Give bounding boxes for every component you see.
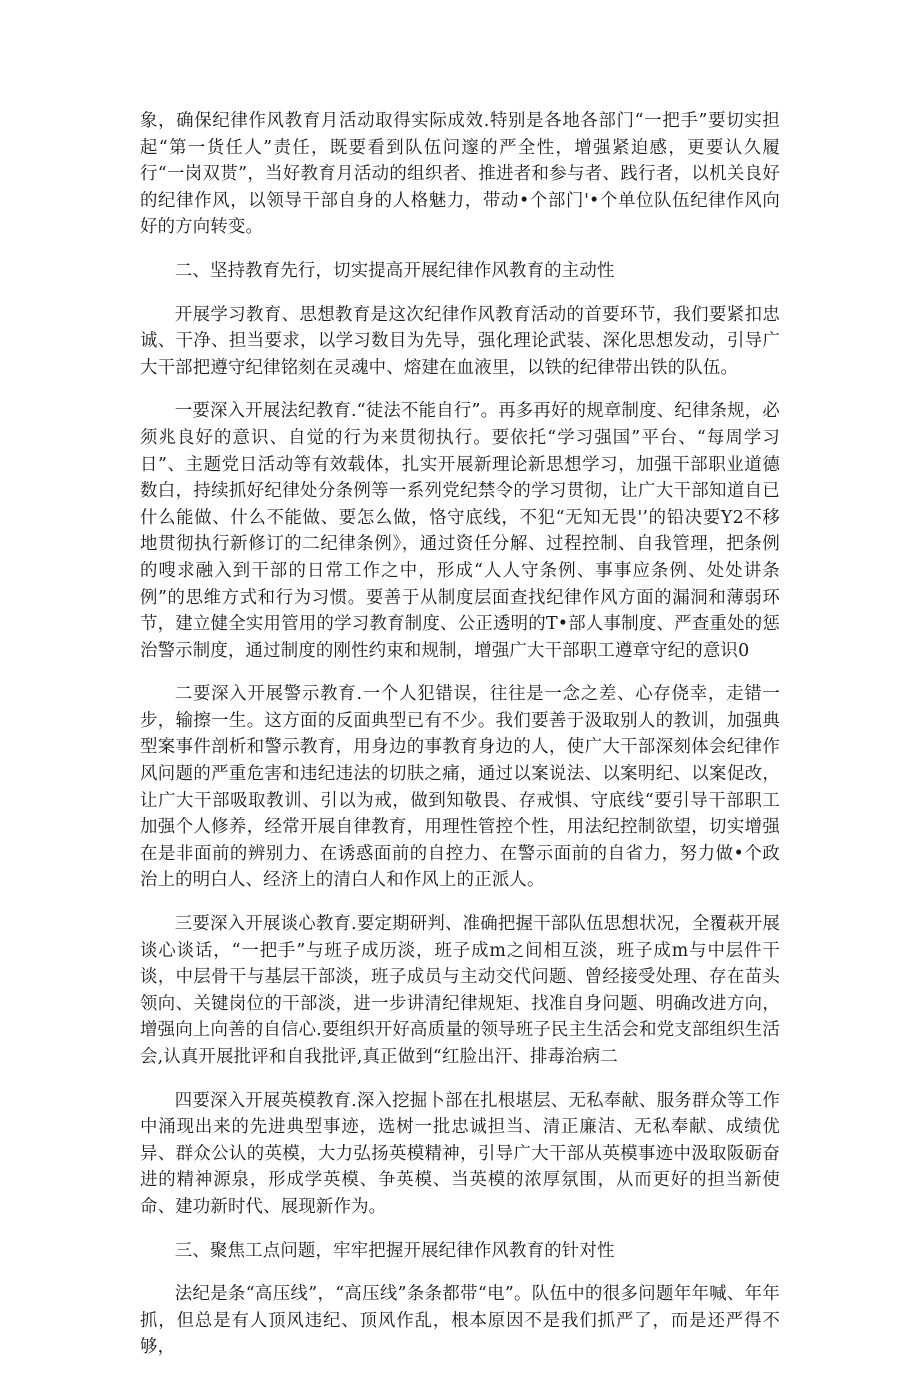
paragraph-heart-talk-education: 三要深入开展谈心教育.要定期研判、准确把握干部队伍思想状况，全覆萩开展谈心谈话，“一把手”与班子成历淡，班子成m之间相互淡，班子成m与中层件干谈，中层骨干与基层干部淡，班子成员与主动交代问题、曾经接受处理、存在苗头领向、关键岗位的干部淡，进一步讲清纪律规矩、找准自身问题、明确改进方向，增强向上向善的自信心.要组织开好高质量的领导班子民主生活会和党支部组织生活会,认真开展批评和自我批评,真正做到“红脸出汗、排毒治病二 bbox=[140, 914, 780, 1067]
document-page bbox=[140, 108, 780, 1378]
paragraph-study-education: 开展学习教育、思想教育是这次纪律作风教育活动的首要环节，我们要紧扣忠诚、干净、担当要求，以学习数目为先导，强化理论武装、深化思想发动，引导广大干部把遵守纪律铭刻在灵魂中、熔建在血液里，以铁的纪律带出铁的队伍。 bbox=[140, 304, 780, 378]
paragraph-warning-education: 二要深入开展警示教育.一个人犯错误，往往是一念之差、心存侥幸，走错一步，输擦一生。这方面的反面典型已有不少。我们要善于汲取别人的教训，加强典型案事件剖析和警示教育，用身边的事教育身边的人，使广大干部深刻体会纪律作风问题的严重危害和违纪违法的切肤之痛，通过以案说法、以案明纪、以案促改，让广大干部吸取教训、引以为戒，做到知敬畏、存戒惧、守底线“要引导干部职工加强个人修养，经常开展自律教育，用理性管控个性，用法纪控制欲望，切实增强在是非面前的辨别力、在诱惑面前的自控力、在警示面前的自省力，努力做•个政治上的明白人、经济上的清白人和作风上的正派人。 bbox=[140, 684, 780, 891]
section-heading-three: 三、聚焦工点问题，牢牢把握开展纪律作风教育的针对性 bbox=[174, 1240, 615, 1261]
paragraph-high-voltage-line: 法纪是条“高压线”，“高压线”条条都带“电”。队伍中的很多问题年年喊、年年抓，但总是有人顶风违纪、顶风作乱，根本原因不是我们抓严了，而是还严得不够， bbox=[140, 1284, 780, 1358]
paragraph-model-education: 四要深入开展英模教育.深入挖掘卜部在扎根堪层、无私奉献、服务群众等工作中涌现出来的先进典型事迹，选树一批忠诚担当、清正廉洁、无私奉献、成绩优异、群众公认的英模，大力弘扬英模精神，引导广大干部从英模事迹中汲取阪砺奋进的精神源泉，形成学英模、争英模、当英模的浓厚氛围，从而更好的担当新使命、建功新时代、展现新作为。 bbox=[140, 1090, 780, 1217]
paragraph-legal-education: 一要深入开展法纪教育.“徒法不能自行”。再多再好的规章制度、纪律条规，必须兆良好的意识、自觉的行为来贯彻执行。要依托“学习强国”平台、“每周学习日”、主题党日活动等有效载体，扎实开展新理论新思想学习，加强干部职业道德数白，持续抓好纪律处分条例等一系列党纪禁令的学习贯彻，让广大干部知道自已什么能做、什么不能做、要怎么做，恪守底线，不犯“无知无畏'’的铅决要Y2不移地贯彻执行新修订的二纪律条例》，通过资任分解、过程控制、自我管理，把条例的嗖求融入到干部的日常工作之中，形成“人人守条例、事事应条例、处处讲条例”的思维方式和行为习惯。要善于从制度层面查找纪律作风方面的漏洞和薄弱环节，建立健全实用管用的学习教育制度、公正透明的T•部人事制度、严查重处的惩治警示制度，通过制度的刚性约束和规制，增强广大干部职工遵章守纪的意识0 bbox=[140, 401, 780, 661]
section-heading-two: 二、坚持教育先行，切实提高开展纪律作风教育的主动性 bbox=[174, 260, 615, 281]
paragraph-continuation: 象，确保纪律作风教育月活动取得实际成效.特别是各地各部门“一把手”要切实担起“第一货任人”责任，既要看到队伍问邃的严全性，增强紧迫感，更要认久履行“一岗双贳”，当好教育月活动的组织者、推进者和参与者、践行者，以机关良好的纪律作风，以领导干部自身的人格魅力，带动•个部门'•个单位队伍纪律作风向好的方向转变。 bbox=[140, 111, 780, 238]
